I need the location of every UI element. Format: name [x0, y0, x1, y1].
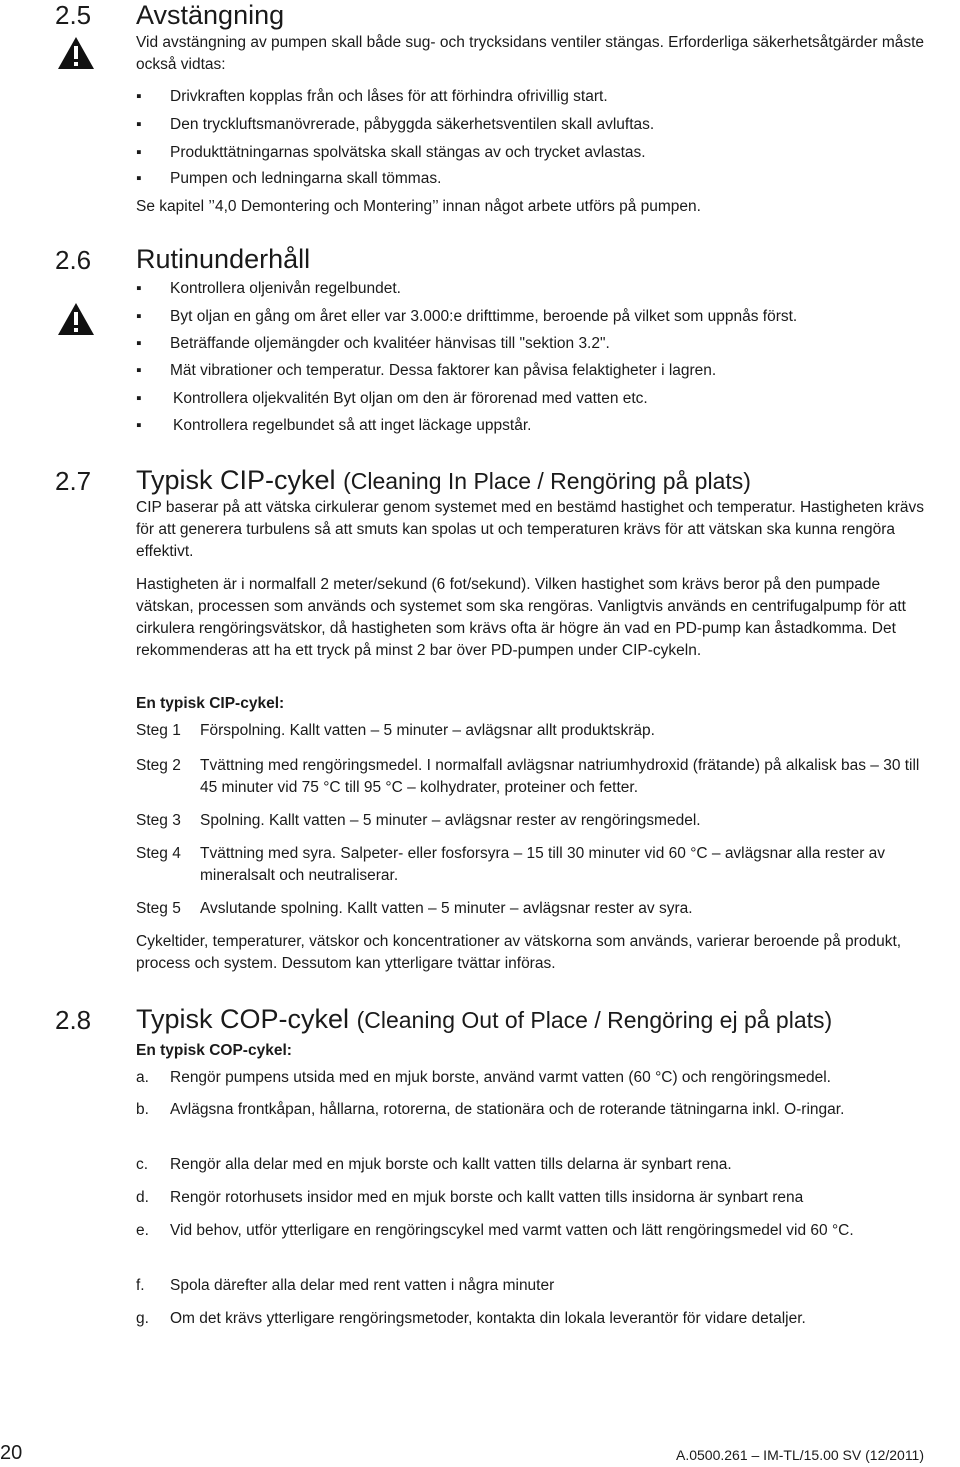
bullet-marker: ▪: [136, 116, 142, 133]
section-number-2-6: 2.6: [55, 245, 92, 275]
bullet-marker: ▪: [136, 88, 142, 105]
bullet-marker: ▪: [136, 144, 142, 161]
section-number-2-5: 2.5: [55, 0, 92, 30]
chapter-reference-note: Se kapitel ’’4,0 Demontering och Montering’’ innan något arbete utförs på pumpen.: [136, 198, 701, 215]
bullet-marker: ▪: [136, 417, 142, 434]
bullet-marker: ▪: [136, 280, 142, 297]
paragraph: CIP baserar på att vätska cirkulerar genom systemet med en bestämd hastighet och temperatur. Hastigheten krävs för att generera turbulens så att smuts kan spolas ut och temperaturen krävs för att vätskan ska kunna rengöra effektivt.: [136, 499, 925, 560]
intro-paragraph: Vid avstängning av pumpen skall både sug- och trycksidans ventiler stängas. Erforderliga säkerhetsåtgärder måste också vidtas:: [136, 34, 925, 73]
section-title-2-8: Typisk COP-cykel (Cleaning Out of Place / Rengöring ej på plats): [136, 1004, 833, 1034]
subheading: En typisk COP-cykel:: [136, 1042, 292, 1059]
bullet-marker: ▪: [136, 308, 142, 325]
paragraph: Hastigheten är i normalfall 2 meter/sekund (6 fot/sekund). Vilken hastighet som krävs beror på den pumpade vätskan, processen som används och systemet som ska rengöras. Vanligtvis används en centrifugalpump för att cirkulera rengöringsvätskor, då hastigheten som krävs ofta är högre än vad en PD-pump kan åstadkomma. Det rekommenderas att ha ett tryck på minst 2 bar över PD-pumpen under CIP-cykeln.: [136, 576, 906, 659]
section-title-2-5: Avstängning: [136, 0, 285, 30]
page-number: 20: [0, 1442, 23, 1464]
bullet-marker: ▪: [136, 170, 142, 187]
bullet-marker: ▪: [136, 335, 142, 352]
warning-triangle-icon: [57, 36, 95, 70]
subheading: En typisk CIP-cykel:: [136, 695, 285, 712]
paragraph: Cykeltider, temperaturer, vätskor och koncentrationer av vätskorna som används, varierar beroende på produkt, process och system. Dessutom kan ytterligare tvättar införas.: [136, 933, 902, 972]
section-title-2-6: Rutinunderhåll: [136, 244, 311, 274]
section-subtitle: (Cleaning In Place / Rengöring på plats): [343, 468, 751, 494]
section-number-2-7: 2.7: [55, 466, 92, 496]
bullet-marker: ▪: [136, 390, 142, 407]
section-subtitle: (Cleaning Out of Place / Rengöring ej på plats): [356, 1007, 833, 1033]
warning-triangle-icon: [57, 302, 95, 336]
document-code: A.0500.261 – IM-TL/15.00 SV (12/2011): [676, 1447, 925, 1463]
section-number-2-8: 2.8: [55, 1005, 92, 1035]
bullet-marker: ▪: [136, 362, 142, 379]
section-title-2-7: Typisk CIP-cykel (Cleaning In Place / Rengöring på plats): [136, 465, 751, 495]
